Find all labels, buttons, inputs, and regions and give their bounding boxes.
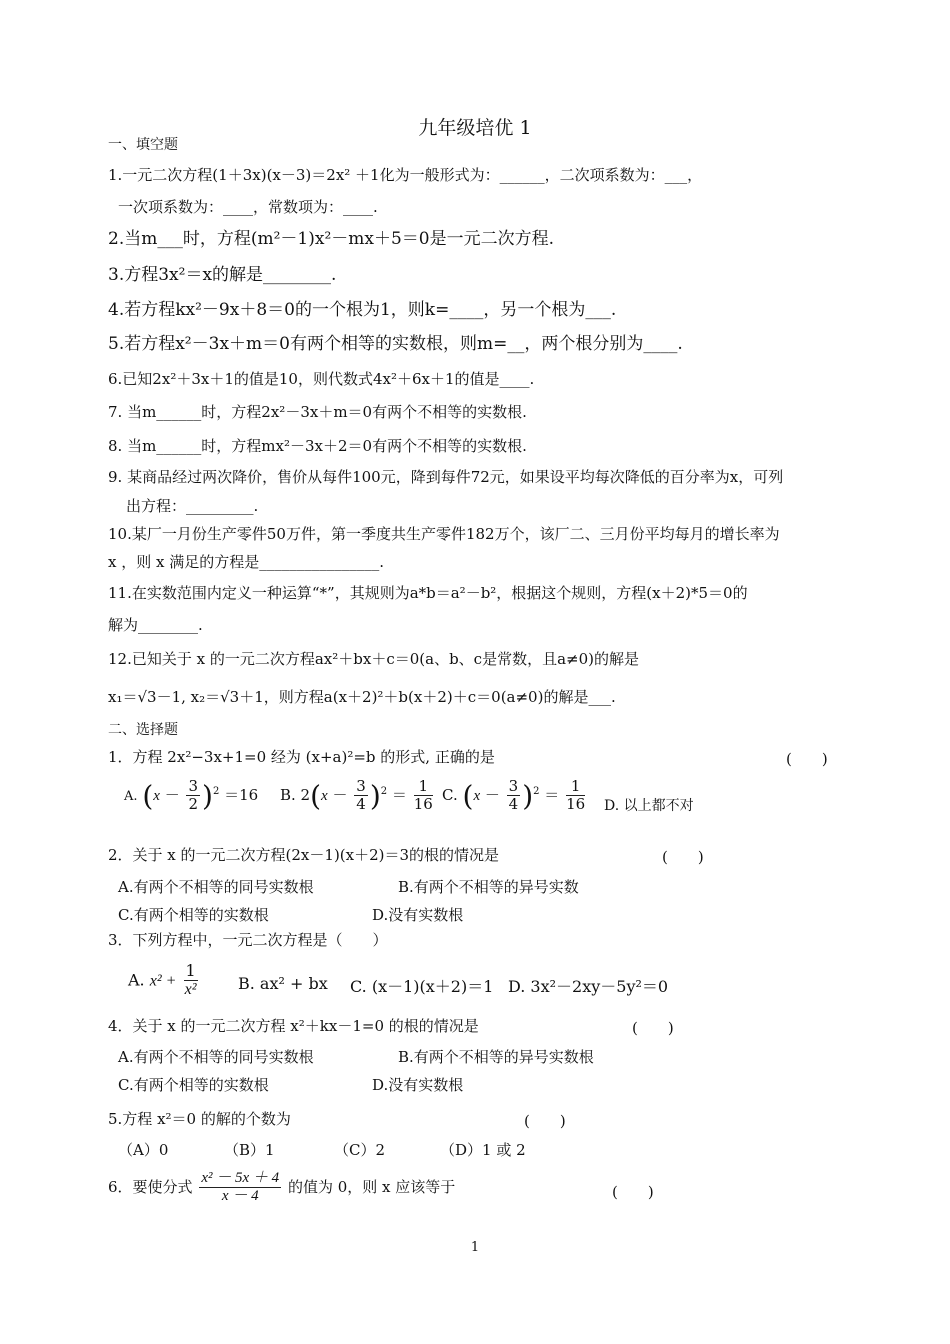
choice-2-answer-paren: ( ) bbox=[662, 848, 704, 866]
choice-6-stem-start: 6．要使分式 bbox=[108, 1177, 193, 1196]
choice-3-option-d: D. 3x²－2xy－5y²＝0 bbox=[508, 977, 669, 996]
fraction-one-over-x-squared bbox=[184, 962, 198, 1000]
choice-4-option-b: B.有两个不相等的异号实数根 bbox=[398, 1048, 594, 1066]
fraction-one-sixteenth bbox=[414, 778, 433, 814]
choice-1-option-d: D. 以上都不对 bbox=[604, 798, 694, 814]
choice-1-option-a: A. (x － $\frac{3}{2}$ )$^2$ ＝16 bbox=[124, 777, 259, 814]
choice-5-option-a: （A）0 bbox=[118, 1141, 169, 1159]
choice-5-stem: 5.方程 x²＝0 的解的个数为 bbox=[108, 1110, 291, 1128]
fraction-den: 2 bbox=[188, 795, 199, 814]
choice-1-option-c: C. (x － $\frac{3}{4}$ )$^2$ ＝ $\frac{1}{16}$ bbox=[442, 777, 586, 814]
choice-5-option-d: （D）1 或 2 bbox=[440, 1141, 526, 1159]
fraction-num: 1 bbox=[566, 778, 585, 796]
fraction-three-halves bbox=[186, 778, 200, 814]
choice-2-option-d: D.没有实数根 bbox=[372, 906, 464, 924]
choice-1-stem: 1．方程 2x²−3x+1=0 经为 (x+a)²=b 的形式, 正确的是 bbox=[108, 748, 495, 766]
choice-1-answer-paren: ( ) bbox=[786, 750, 828, 768]
fraction-den: x² bbox=[184, 981, 197, 999]
choice-2-stem: 2．关于 x 的一元二次方程(2x－1)(x＋2)＝3的根的情况是 bbox=[108, 846, 500, 864]
choice-4-answer-paren: ( ) bbox=[632, 1019, 674, 1037]
question-10-line-2: x ，则 x 满足的方程是________________. bbox=[108, 553, 384, 571]
question-10-line-1: 10.某厂一月份生产零件50万件，第一季度共生产零件182万个，该厂二、三月份平均每月的增长率为 bbox=[108, 525, 780, 543]
question-9-line-1: 9. 某商品经过两次降价，售价从每件100元，降到每件72元，如果设平均每次降低的百分率为x，可列 bbox=[108, 468, 784, 486]
choice-1-option-b: B. 2(x － $\frac{3}{4}$ )$^2$ ＝ $\frac{1}{16}$ bbox=[280, 777, 433, 814]
choice-5-option-b: （B）1 bbox=[224, 1141, 275, 1159]
option-a-expr: x² + bbox=[149, 972, 177, 990]
question-11-line-2: 解为________. bbox=[108, 616, 203, 634]
choice-4-option-a: A.有两个不相等的同号实数根 bbox=[118, 1048, 314, 1066]
option-b-tail: ＝ bbox=[391, 785, 407, 804]
question-12-line-2: x₁＝√3－1, x₂＝√3＋1，则方程a(x＋2)²＋b(x＋2)＋c＝0(a≠0)的解是___. bbox=[108, 688, 616, 706]
choice-3-option-b: B. ax² + bx bbox=[238, 974, 328, 993]
question-1-line-2: 一次项系数为：____，常数项为：____. bbox=[118, 198, 378, 216]
question-1-line-1: 1.一元二次方程(1＋3x)(x－3)＝2x² ＋1化为一般形式为：______，二次项系数为：___， bbox=[108, 166, 703, 184]
question-4: 4.若方程kx²－9x＋8＝0的一个根为1，则k=____，另一个根为___. bbox=[108, 300, 617, 320]
section-heading-fill-blank: 一、填空题 bbox=[108, 137, 178, 153]
fraction-num: 3 bbox=[188, 777, 199, 795]
choice-6-stem-end: 的值为 0，则 x 应该等于 bbox=[287, 1177, 456, 1196]
section-heading-choice: 二、选择题 bbox=[108, 722, 178, 738]
fraction-expression bbox=[199, 1170, 281, 1206]
choice-4-option-d: D.没有实数根 bbox=[372, 1076, 464, 1094]
choice-4-option-c: C.有两个相等的实数根 bbox=[118, 1076, 269, 1094]
fraction-den: x － 4 bbox=[221, 1188, 259, 1205]
fraction-den: 16 bbox=[566, 795, 586, 814]
choice-3-option-c: C. (x－1)(x＋2)＝1 bbox=[350, 977, 494, 996]
fraction-num: 1 bbox=[414, 778, 433, 796]
choice-2-option-c: C.有两个相等的实数根 bbox=[118, 906, 269, 924]
choice-2-option-b: B.有两个不相等的异号实数 bbox=[398, 878, 579, 896]
fraction-den: 4 bbox=[508, 795, 519, 814]
fraction-num: 3 bbox=[356, 777, 366, 795]
question-11-line-1: 11.在实数范围内定义一种运算“*”，其规则为a*b＝a²－b²，根据这个规则，方程(x＋2)*5＝0的 bbox=[108, 584, 748, 602]
question-2: 2.当m___时，方程(m²－1)x²－mx＋5＝0是一元二次方程. bbox=[108, 229, 555, 249]
choice-3-option-a bbox=[128, 962, 200, 1000]
question-5: 5.若方程x²－3x＋m＝0有两个相等的实数根，则m=__，两个根分别为____. bbox=[108, 334, 683, 354]
choice-3-stem: 3．下列方程中，一元二次方程是（ ） bbox=[108, 931, 388, 949]
question-7: 7. 当m______时，方程2x²－3x＋m＝0有两个不相等的实数根. bbox=[108, 403, 527, 421]
option-a-label: A. bbox=[124, 788, 138, 804]
fraction-den: 16 bbox=[413, 795, 433, 814]
fraction-three-quarters bbox=[354, 778, 368, 814]
fraction-three-quarters bbox=[507, 778, 521, 814]
question-8: 8. 当m______时，方程mx²－3x＋2＝0有两个不相等的实数根. bbox=[108, 437, 527, 455]
fraction-den: 4 bbox=[356, 795, 366, 814]
fraction-num: 3 bbox=[508, 777, 519, 795]
choice-6-stem bbox=[108, 1170, 455, 1206]
fraction-one-sixteenth bbox=[566, 778, 585, 814]
choice-6-answer-paren: ( ) bbox=[612, 1183, 654, 1201]
option-b-label: B. 2 bbox=[280, 785, 311, 804]
option-a-label: A. bbox=[128, 970, 145, 990]
question-6: 6.已知2x²＋3x＋1的值是10，则代数式4x²＋6x＋1的值是____. bbox=[108, 370, 535, 388]
option-a-tail: ＝16 bbox=[224, 785, 259, 804]
fraction-num: 1 bbox=[185, 961, 196, 980]
page-number: 1 bbox=[470, 1240, 480, 1255]
question-9-line-2: 出方程：_________. bbox=[126, 497, 259, 515]
choice-2-option-a: A.有两个不相等的同号实数根 bbox=[118, 878, 314, 896]
option-c-tail: ＝ bbox=[544, 785, 560, 804]
question-3: 3.方程3x²＝x的解是________. bbox=[108, 265, 337, 285]
choice-5-answer-paren: ( ) bbox=[524, 1112, 566, 1130]
page-title: 九年级培优 1 bbox=[418, 117, 532, 139]
question-12-line-1: 12.已知关于 x 的一元二次方程ax²＋bx＋c＝0(a、b、c是常数，且a≠0)的解是 bbox=[108, 650, 639, 668]
fraction-num: x² － 5x ＋ 4 bbox=[199, 1170, 281, 1188]
choice-5-option-c: （C）2 bbox=[334, 1141, 386, 1159]
option-c-label: C. bbox=[442, 785, 458, 804]
choice-4-stem: 4．关于 x 的一元二次方程 x²＋kx－1=0 的根的情况是 bbox=[108, 1017, 479, 1035]
